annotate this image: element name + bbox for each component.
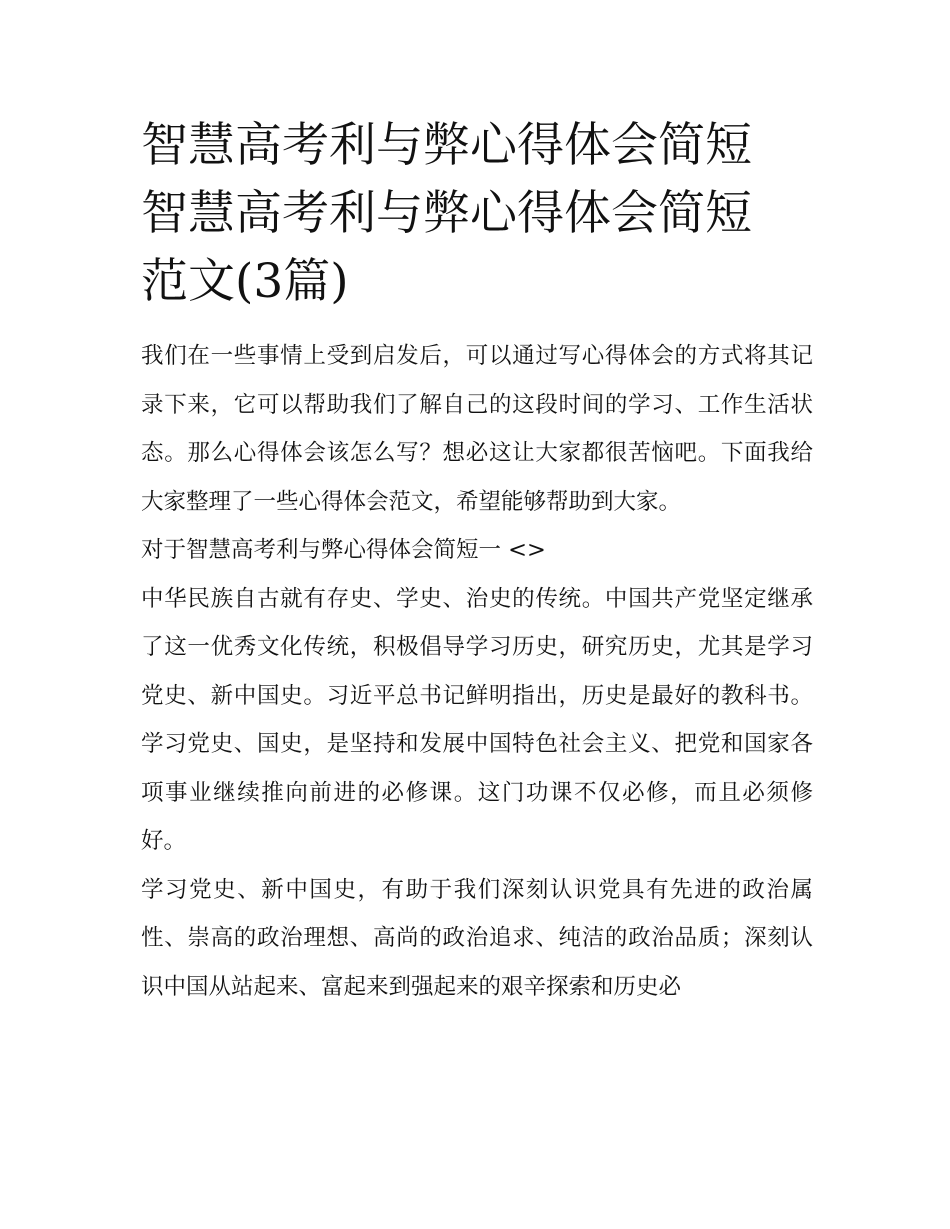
section-heading: 对于智慧高考利与弊心得体会简短一 <> bbox=[141, 537, 546, 563]
title-line-3: 范文(3篇) bbox=[141, 254, 349, 309]
title-line-2: 智慧高考利与弊心得体会简短 bbox=[141, 186, 752, 241]
body-paragraph-1: 中华民族自古就有存史、学史、治史的传统。中国共产党坚定继承了这一优秀文化传统，积极倡导学习历史，研究历史，尤其是学习党史、新中国史。习近平总书记鲜明指出，历史是最好的教科书。学习党史、国史，是坚持和发展中国特色社会主义、把党和国家各项事业继续推向前进的必修课。这门功课不仅必修，而且必须修好。 bbox=[141, 585, 813, 854]
body-paragraph-2: 学习党史、新中国史，有助于我们深刻认识党具有先进的政治属性、崇高的政治理想、高尚的政治追求、纯洁的政治品质；深刻认识中国从站起来、富起来到强起来的艰辛探索和历史必 bbox=[141, 876, 813, 1000]
document-title bbox=[141, 112, 813, 316]
title-line-1: 智慧高考利与弊心得体会简短 bbox=[141, 118, 752, 173]
document-page bbox=[141, 112, 813, 1011]
intro-paragraph: 我们在一些事情上受到启发后，可以通过写心得体会的方式将其记录下来，它可以帮助我们了解自己的这段时间的学习、工作生活状态。那么心得体会该怎么写？想必这让大家都很苦恼吧。下面我给大家整理了一些心得体会范文，希望能够帮助到大家。 bbox=[141, 343, 813, 515]
